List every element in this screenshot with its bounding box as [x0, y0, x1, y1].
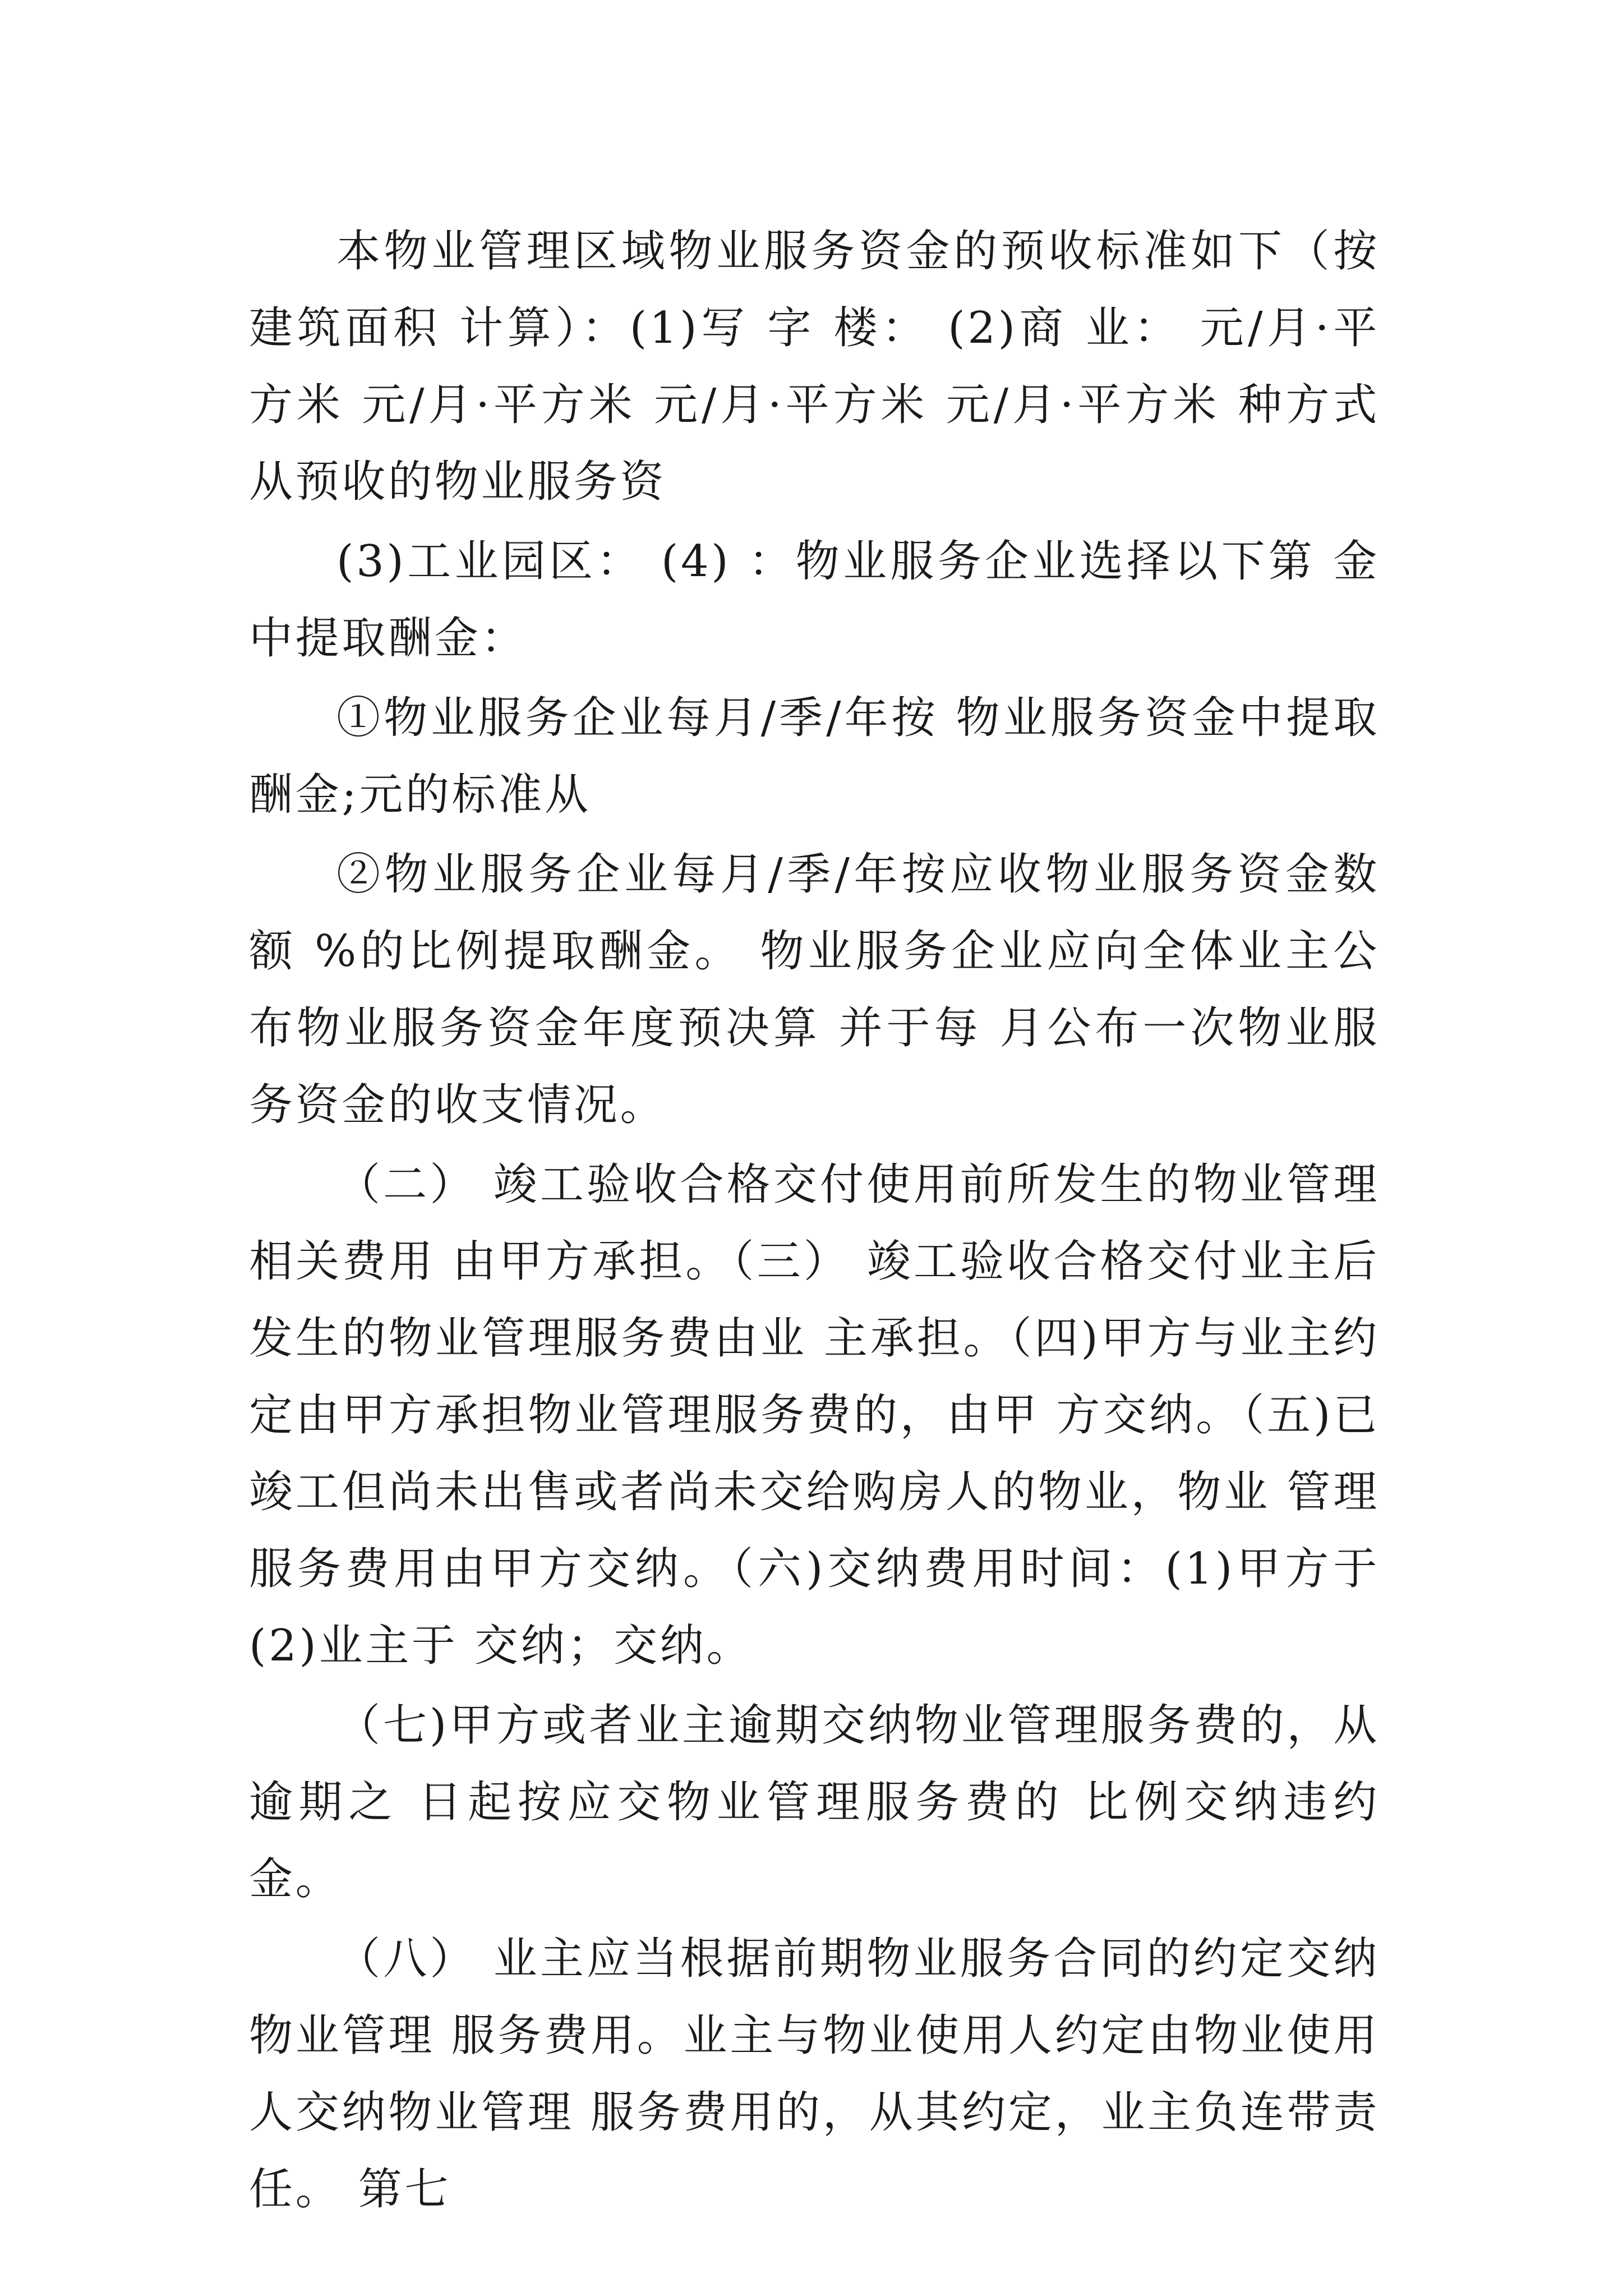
paragraph-clause-seven: （七)甲方或者业主逾期交纳物业管理服务费的，从逾期之 日起按应交物业管理服务费的 比例交纳违约金。 [249, 1700, 1380, 1904]
paragraph-fee-standards: 本物业管理区域物业服务资金的预收标准如下（按建筑面积 计算）：(1)写 字 楼： (2)商 业： 元/月·平方米 元/月·平方米 元/月·平方米 元/月·平方米 种方式从预收的物业服务资 [249, 226, 1380, 507]
paragraph-industrial-park: (3)工业园区： (4) ：物业服务企业选择以下第 金中提取酬金： [249, 536, 1380, 664]
document-body [249, 213, 1380, 2231]
paragraph-option-one: ①物业服务企业每月/季/年按 物业服务资金中提取酬金;元的标准从 [249, 693, 1380, 820]
paragraph-clauses-two-to-six: （二） 竣工验收合格交付使用前所发生的物业管理相关费用 由甲方承担。（三） 竣工验收合格交付业主后发生的物业管理服务费由业 主承担。（四)甲方与业主约定由甲方承担物业管理服务费的，由甲 方交纳。（五)已竣工但尚未出售或者尚未交给购房人的物业，物业 管理服务费用由甲方交纳。（六)交纳费用时间：(1)甲方于 (2)业主于 交纳；交纳。 [249, 1159, 1380, 1671]
paragraph-option-two: ②物业服务企业每月/季/年按应收物业服务资金数额 %的比例提取酬金。 物业服务企业应向全体业主公布物业服务资金年度预决算 并于每 月公布一次物业服务资金的收支情况。 [249, 849, 1380, 1130]
paragraph-clause-eight: （八） 业主应当根据前期物业服务合同的约定交纳物业管理 服务费用。业主与物业使用人约定由物业使用人交纳物业管理 服务费用的，从其约定，业主负连带责任。 第七 [249, 1934, 1380, 2215]
